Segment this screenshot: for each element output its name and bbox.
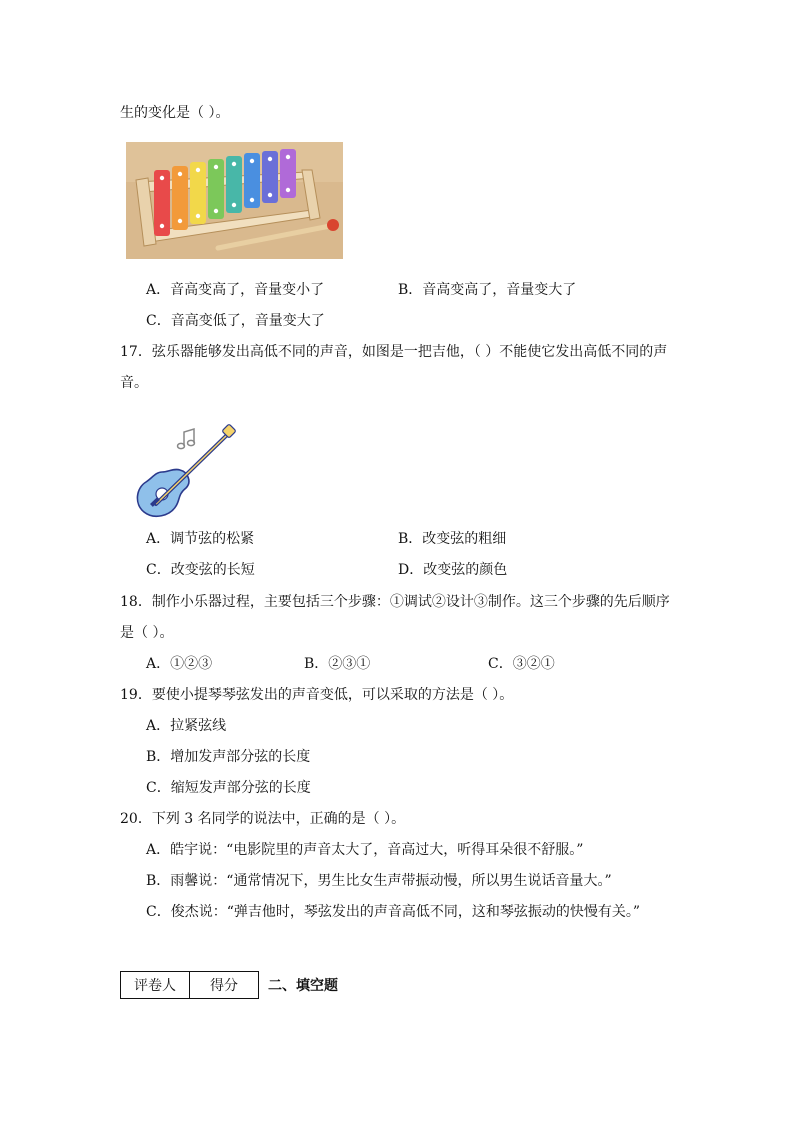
q17-stem-line2: 音。 <box>120 375 148 391</box>
q17-option-a: A．调节弦的松紧 <box>146 531 255 547</box>
q20-option-b: B．雨馨说：“通常情况下，男生比女生声带振动慢，所以男生说话音量大。” <box>146 873 612 889</box>
q17-option-d: D．改变弦的颜色 <box>398 562 508 578</box>
q18-option-c: C．③②① <box>488 656 555 672</box>
q19-option-c: C．缩短发声部分弦的长度 <box>146 780 311 796</box>
xylophone-image <box>126 142 343 259</box>
q19-stem: 19．要使小提琴琴弦发出的声音变低，可以采取的方法是（ ）。 <box>120 687 514 703</box>
section-title: 二、填空题 <box>268 978 338 994</box>
q18-option-b: B．②③① <box>304 656 371 672</box>
q17-option-b: B．改变弦的粗细 <box>398 531 507 547</box>
q18-stem-line2: 是（ ）。 <box>120 625 174 641</box>
q17-option-c: C．改变弦的长短 <box>146 562 255 578</box>
q16-option-c: C．音高变低了，音量变大了 <box>146 313 325 329</box>
q17-stem-line1: 17．弦乐器能够发出高低不同的声音，如图是一把吉他，（ ）不能使它发出高低不同的声 <box>120 344 668 360</box>
score-cell: 得分 <box>190 972 259 999</box>
q16-stem-tail: 生的变化是（ ）。 <box>120 105 230 121</box>
q19-option-a: A．拉紧弦线 <box>146 718 227 734</box>
q16-option-a: A．音高变高了，音量变小了 <box>146 282 325 298</box>
music-note-icon <box>178 429 195 449</box>
q20-option-a: A．皓宇说：“电影院里的声音太大了，音高过大，听得耳朵很不舒服。” <box>146 842 584 858</box>
q19-option-b: B．增加发声部分弦的长度 <box>146 749 311 765</box>
q18-stem-line1: 18．制作小乐器过程，主要包括三个步骤：①调试②设计③制作。这三个步骤的先后顺序 <box>120 594 670 610</box>
mallet-head <box>327 219 339 231</box>
q16-option-b: B．音高变高了，音量变大了 <box>398 282 577 298</box>
guitar-strings <box>156 434 228 504</box>
q20-option-c: C．俊杰说：“弹吉他时，琴弦发出的声音高低不同，这和琴弦振动的快慢有关。” <box>146 904 641 920</box>
score-box <box>120 971 259 999</box>
q20-stem: 20．下列 3 名同学的说法中，正确的是（ ）。 <box>120 811 406 827</box>
q18-option-a: A．①②③ <box>146 656 213 672</box>
reviewer-cell: 评卷人 <box>121 972 190 999</box>
guitar-image <box>132 422 242 518</box>
